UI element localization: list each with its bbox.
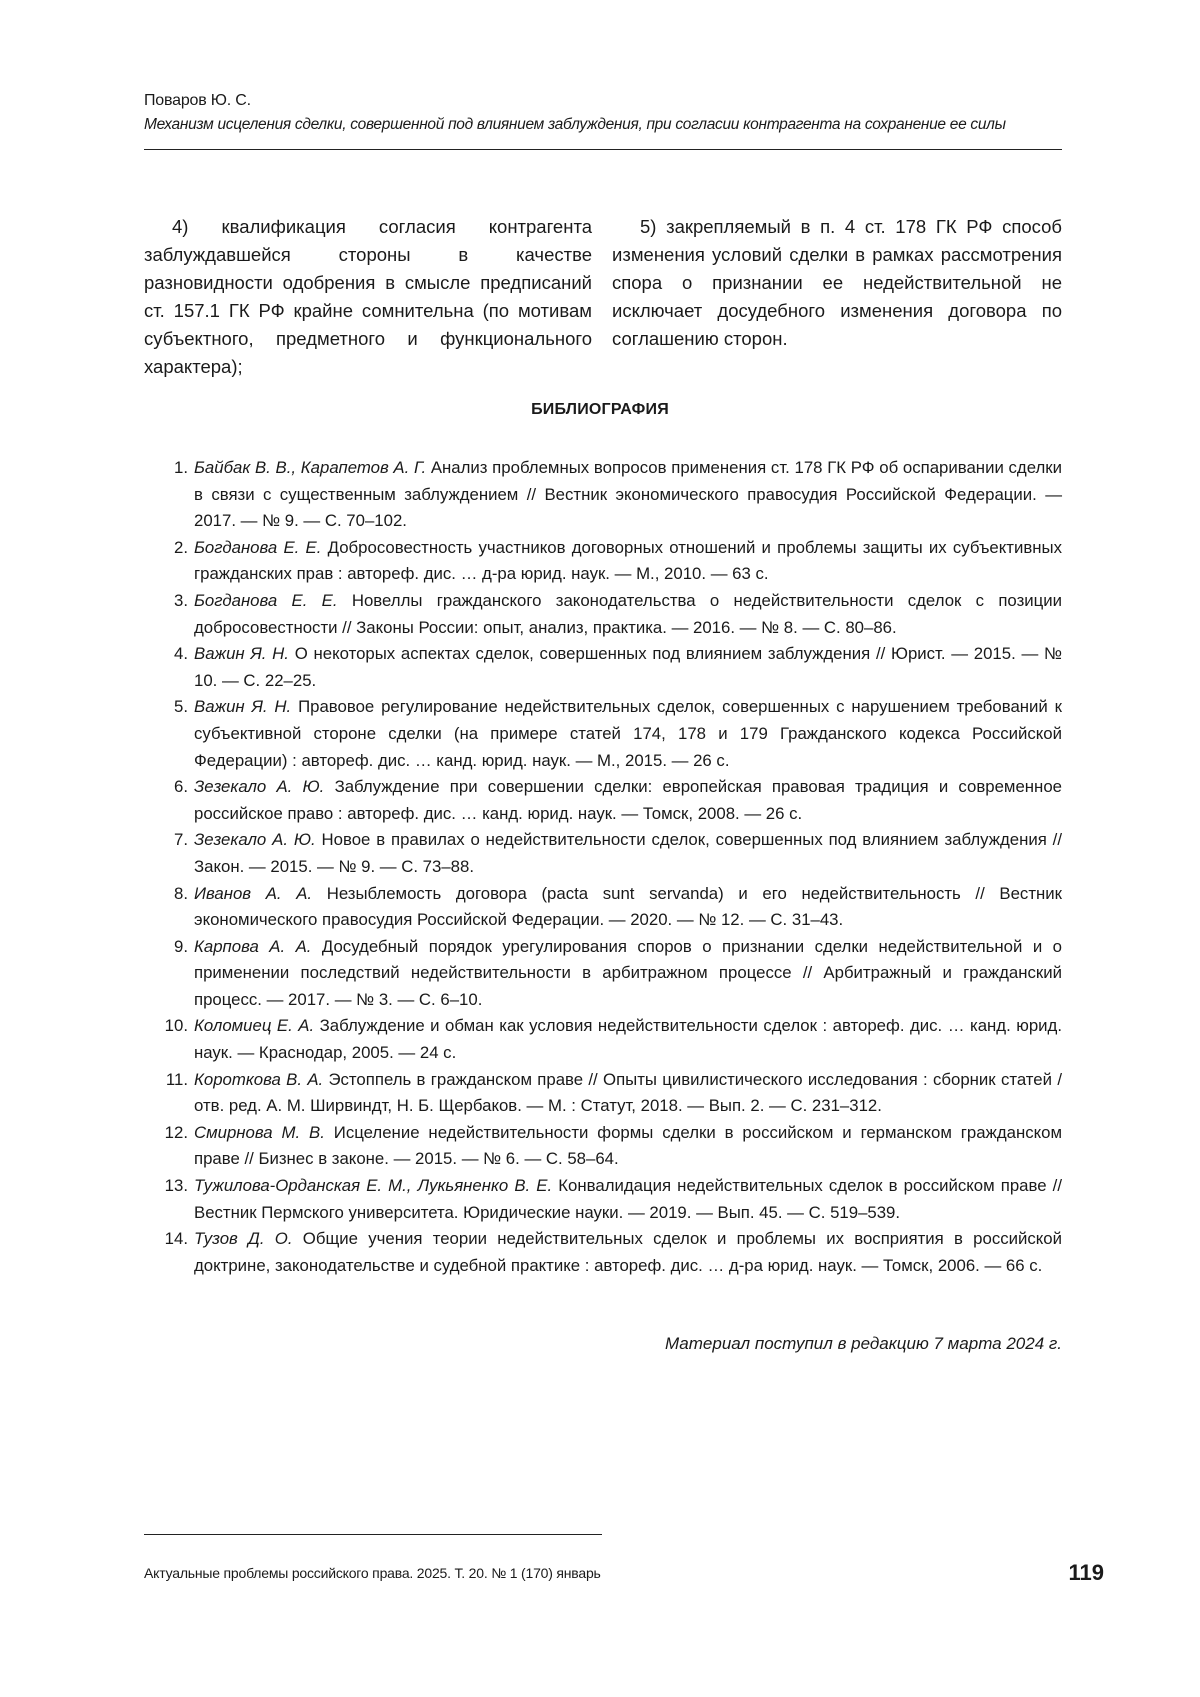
bibliography-entry bbox=[150, 827, 1062, 880]
bibliography-entry-authors: Коломиец Е. А. bbox=[194, 1016, 314, 1035]
bibliography-entry-text: О некоторых аспектах сделок, совершенных под влиянием заблуждения // Юрист. — 2015. — № 10. — С. 22–25. bbox=[194, 644, 1062, 690]
running-header-author: Поваров Ю. С. bbox=[144, 92, 251, 110]
bibliography-entry bbox=[150, 641, 1062, 694]
bibliography-entry bbox=[150, 1226, 1062, 1279]
bibliography-entry bbox=[150, 934, 1062, 1014]
bibliography-entry-authors: Иванов А. А. bbox=[194, 884, 312, 903]
bibliography-entry-text: Анализ проблемных вопросов применения ст. 178 ГК РФ об оспаривании сделки в связи с существенным заблуждением // Вестник экономического правосудия Российской Федерации. — 2017. — № 9. — С. 70–102. bbox=[194, 458, 1062, 530]
bibliography-entry-number: 14. bbox=[150, 1226, 188, 1253]
bibliography-entry bbox=[150, 588, 1062, 641]
bibliography-entry-text: Новое в правилах о недействительности сделок, совершенных под влиянием заблуждения // Закон. — 2015. — № 9. — С. 73–88. bbox=[194, 830, 1062, 876]
bibliography-entry-authors: Короткова В. А. bbox=[194, 1070, 323, 1089]
bibliography-entry bbox=[150, 694, 1062, 774]
footer-journal-citation: Актуальные проблемы российского права. 2025. Т. 20. № 1 (170) январь bbox=[144, 1565, 601, 1581]
bibliography-entry-text: Конвалидация недействительных сделок в российском праве // Вестник Пермского университета. Юридические науки. — 2019. — Вып. 45. — С. 519–539. bbox=[194, 1176, 1062, 1222]
bibliography-entry bbox=[150, 1120, 1062, 1173]
bibliography-entry bbox=[150, 774, 1062, 827]
bibliography-entry-number: 5. bbox=[150, 694, 188, 721]
bibliography-entry-text: Новеллы гражданского законодательства о недействительности сделок с позиции добросовестности // Законы России: опыт, анализ, практика. — 2016. — № 8. — С. 80–86. bbox=[194, 591, 1062, 637]
bibliography-entry-text: Общие учения теории недействительных сделок и проблемы их восприятия в российской доктрине, законодательстве и судебной практике : автореф. дис. … д-ра юрид. наук. — Томск, 2006. — 66 с. bbox=[194, 1229, 1062, 1275]
bibliography-entry-authors: Богданова Е. Е. bbox=[194, 591, 338, 610]
bibliography-entry-text: Эстоппель в гражданском праве // Опыты цивилистического исследования : сборник статей / отв. ред. А. М. Ширвиндт, Н. Б. Щербаков. — М. : Статут, 2018. — Вып. 2. — С. 231–312. bbox=[194, 1070, 1062, 1116]
bibliography-entry-authors: Байбак В. В., Карапетов А. Г. bbox=[194, 458, 426, 477]
text-column-right bbox=[612, 213, 1062, 353]
bibliography-entry-authors: Тужилова-Орданская Е. М., Лукьяненко В. Е. bbox=[194, 1176, 552, 1195]
bibliography-entry-authors: Важин Я. Н. bbox=[194, 697, 291, 716]
bibliography-entry-text: Исцеление недействительности формы сделки в российском и германском гражданском праве // Бизнес в законе. — 2015. — № 6. — С. 58–64. bbox=[194, 1123, 1062, 1169]
bibliography-entry bbox=[150, 1067, 1062, 1120]
bibliography-entry-authors: Зезекало А. Ю. bbox=[194, 777, 324, 796]
bibliography-entry-number: 8. bbox=[150, 881, 188, 908]
text-column-left bbox=[144, 213, 592, 381]
bibliography-entry-number: 6. bbox=[150, 774, 188, 801]
bibliography-entry-number: 10. bbox=[150, 1013, 188, 1040]
bibliography-entry-number: 2. bbox=[150, 535, 188, 562]
bibliography-entry-text: Заблуждение при совершении сделки: европейская правовая традиция и современное российское право : автореф. дис. … канд. юрид. наук. — Томск, 2008. — 26 с. bbox=[194, 777, 1062, 823]
footer-divider bbox=[144, 1534, 602, 1535]
bibliography-entry-authors: Карпова А. А. bbox=[194, 937, 311, 956]
conclusion-item-5: 5) закрепляемый в п. 4 ст. 178 ГК РФ способ изменения условий сделки в рамках рассмотрения спора о признании ее недействительной не исключает досудебного изменения договора по соглашению сторон. bbox=[612, 213, 1062, 353]
bibliography-heading: БИБЛИОГРАФИЯ bbox=[0, 401, 1200, 419]
header-divider bbox=[144, 149, 1062, 150]
bibliography-entry-text: Досудебный порядок урегулирования споров о признании сделки недействительной и о применении последствий недействительности в арбитражном процессе // Арбитражный и гражданский процесс. — 2017. — № 3. — С. 6–10. bbox=[194, 937, 1062, 1009]
bibliography-entry-text: Заблуждение и обман как условия недействительности сделок : автореф. дис. … канд. юрид. наук. — Краснодар, 2005. — 24 с. bbox=[194, 1016, 1062, 1062]
journal-page bbox=[0, 0, 1200, 1697]
bibliography-entry-authors: Смирнова М. В. bbox=[194, 1123, 325, 1142]
running-header-title: Механизм исцеления сделки, совершенной под влиянием заблуждения, при согласии контрагента на сохранение ее силы bbox=[144, 116, 1006, 134]
bibliography-entry-number: 1. bbox=[150, 455, 188, 482]
bibliography-entry-number: 7. bbox=[150, 827, 188, 854]
bibliography-entry-authors: Важин Я. Н. bbox=[194, 644, 289, 663]
bibliography-entry-text: Добросовестность участников договорных отношений и проблемы защиты их субъективных гражданских прав : автореф. дис. … д-ра юрид. наук. — М., 2010. — 63 с. bbox=[194, 538, 1062, 584]
bibliography-entry bbox=[150, 1173, 1062, 1226]
bibliography-entry-number: 13. bbox=[150, 1173, 188, 1200]
bibliography-entry bbox=[150, 455, 1062, 535]
bibliography-list bbox=[150, 455, 1062, 1279]
bibliography-entry-number: 12. bbox=[150, 1120, 188, 1147]
bibliography-entry bbox=[150, 1013, 1062, 1066]
bibliography-entry-text: Незыблемость договора (pacta sunt servanda) и его недействительность // Вестник экономического правосудия Российской Федерации. — 2020. — № 12. — С. 31–43. bbox=[194, 884, 1062, 930]
bibliography-entry-number: 4. bbox=[150, 641, 188, 668]
bibliography-entry-text: Правовое регулирование недействительных сделок, совершенных с нарушением требований к субъективной стороне сделки (на примере статей 174, 178 и 179 Гражданского кодекса Российской Федерации) : автореф. дис. … канд. юрид. наук. — М., 2015. — 26 с. bbox=[194, 697, 1062, 769]
received-date-note: Материал поступил в редакцию 7 марта 2024 г. bbox=[665, 1334, 1062, 1354]
bibliography-entry bbox=[150, 881, 1062, 934]
page-number: 119 bbox=[1069, 1560, 1105, 1586]
bibliography-entry-number: 9. bbox=[150, 934, 188, 961]
bibliography-entry-authors: Тузов Д. О. bbox=[194, 1229, 293, 1248]
bibliography-entry-number: 3. bbox=[150, 588, 188, 615]
conclusion-item-4: 4) квалификация согласия контрагента заблуждавшейся стороны в качестве разновидности одобрения в смысле предписаний ст. 157.1 ГК РФ крайне сомнительна (по мотивам субъектного, предметного и функционального характера); bbox=[144, 213, 592, 381]
bibliography-entry-number: 11. bbox=[150, 1067, 188, 1094]
bibliography-entry bbox=[150, 535, 1062, 588]
bibliography-entry-authors: Зезекало А. Ю. bbox=[194, 830, 316, 849]
bibliography-entry-authors: Богданова Е. Е. bbox=[194, 538, 321, 557]
